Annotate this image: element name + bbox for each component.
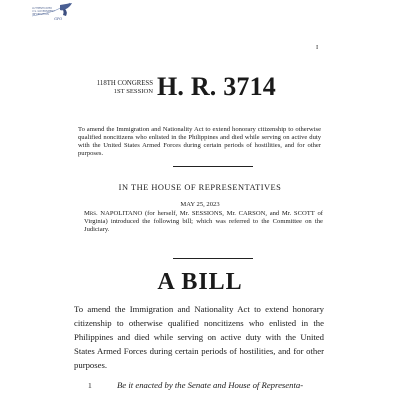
svg-text:AUTHENTICATED: AUTHENTICATED (32, 7, 53, 10)
long-title-text: To amend the Immigration and Nationality Act to extend honorary citizenship to otherwise qualified noncitizens who enlisted in the Philippines and died while serving on active duty with the United States Armed Forces during certain periods of hostilities, and for other purposes. (74, 304, 324, 370)
congress-label: 118TH CONGRESS (96, 80, 153, 87)
divider (173, 258, 253, 259)
bill-number: H. R. 3714 (157, 72, 276, 101)
bill-heading: A BILL (157, 269, 243, 295)
intro-text: , Mr. (222, 210, 239, 217)
svg-text:INFORMATION: INFORMATION (32, 13, 49, 16)
intro-text: of Virginia) introduced the following bill; which was referred to the Committee on the Judiciary. (84, 210, 323, 234)
introduction-statement (84, 210, 323, 235)
sponsor-name: Mrs. NAPOLITANO (84, 210, 143, 217)
svg-text:U.S. GOVERNMENT: U.S. GOVERNMENT (32, 10, 55, 13)
long-title (74, 303, 324, 373)
cosponsor-name: SESSIONS (191, 210, 223, 217)
svg-text:GPO: GPO (54, 17, 63, 21)
cosponsor-name: SCOTT (293, 210, 315, 217)
congress-session (81, 80, 153, 95)
cosponsor-name: CARSON (238, 210, 266, 217)
chamber-heading: IN THE HOUSE OF REPRESENTATIVES (118, 183, 282, 192)
introduction-date: MAY 25, 2023 (180, 201, 220, 208)
enacting-clause: Be it enacted by the Senate and House of Representa- (117, 380, 304, 390)
line-number: 1 (88, 381, 92, 390)
session-label: 1ST SESSION (113, 87, 153, 95)
gpo-eagle-logo-icon (30, 2, 76, 22)
divider (173, 166, 253, 167)
intro-text: , and Mr. (265, 210, 294, 217)
short-title: To amend the Immigration and Nationality Act to extend honorary citizenship to otherwise qualified noncitizens who enlisted in the Philippines and died while serving on active duty with the United States Armed Forces during certain periods of hostilities, and for other purposes. (78, 126, 321, 158)
page-number: I (316, 44, 319, 51)
intro-text: (for herself, Mr. (142, 210, 192, 217)
